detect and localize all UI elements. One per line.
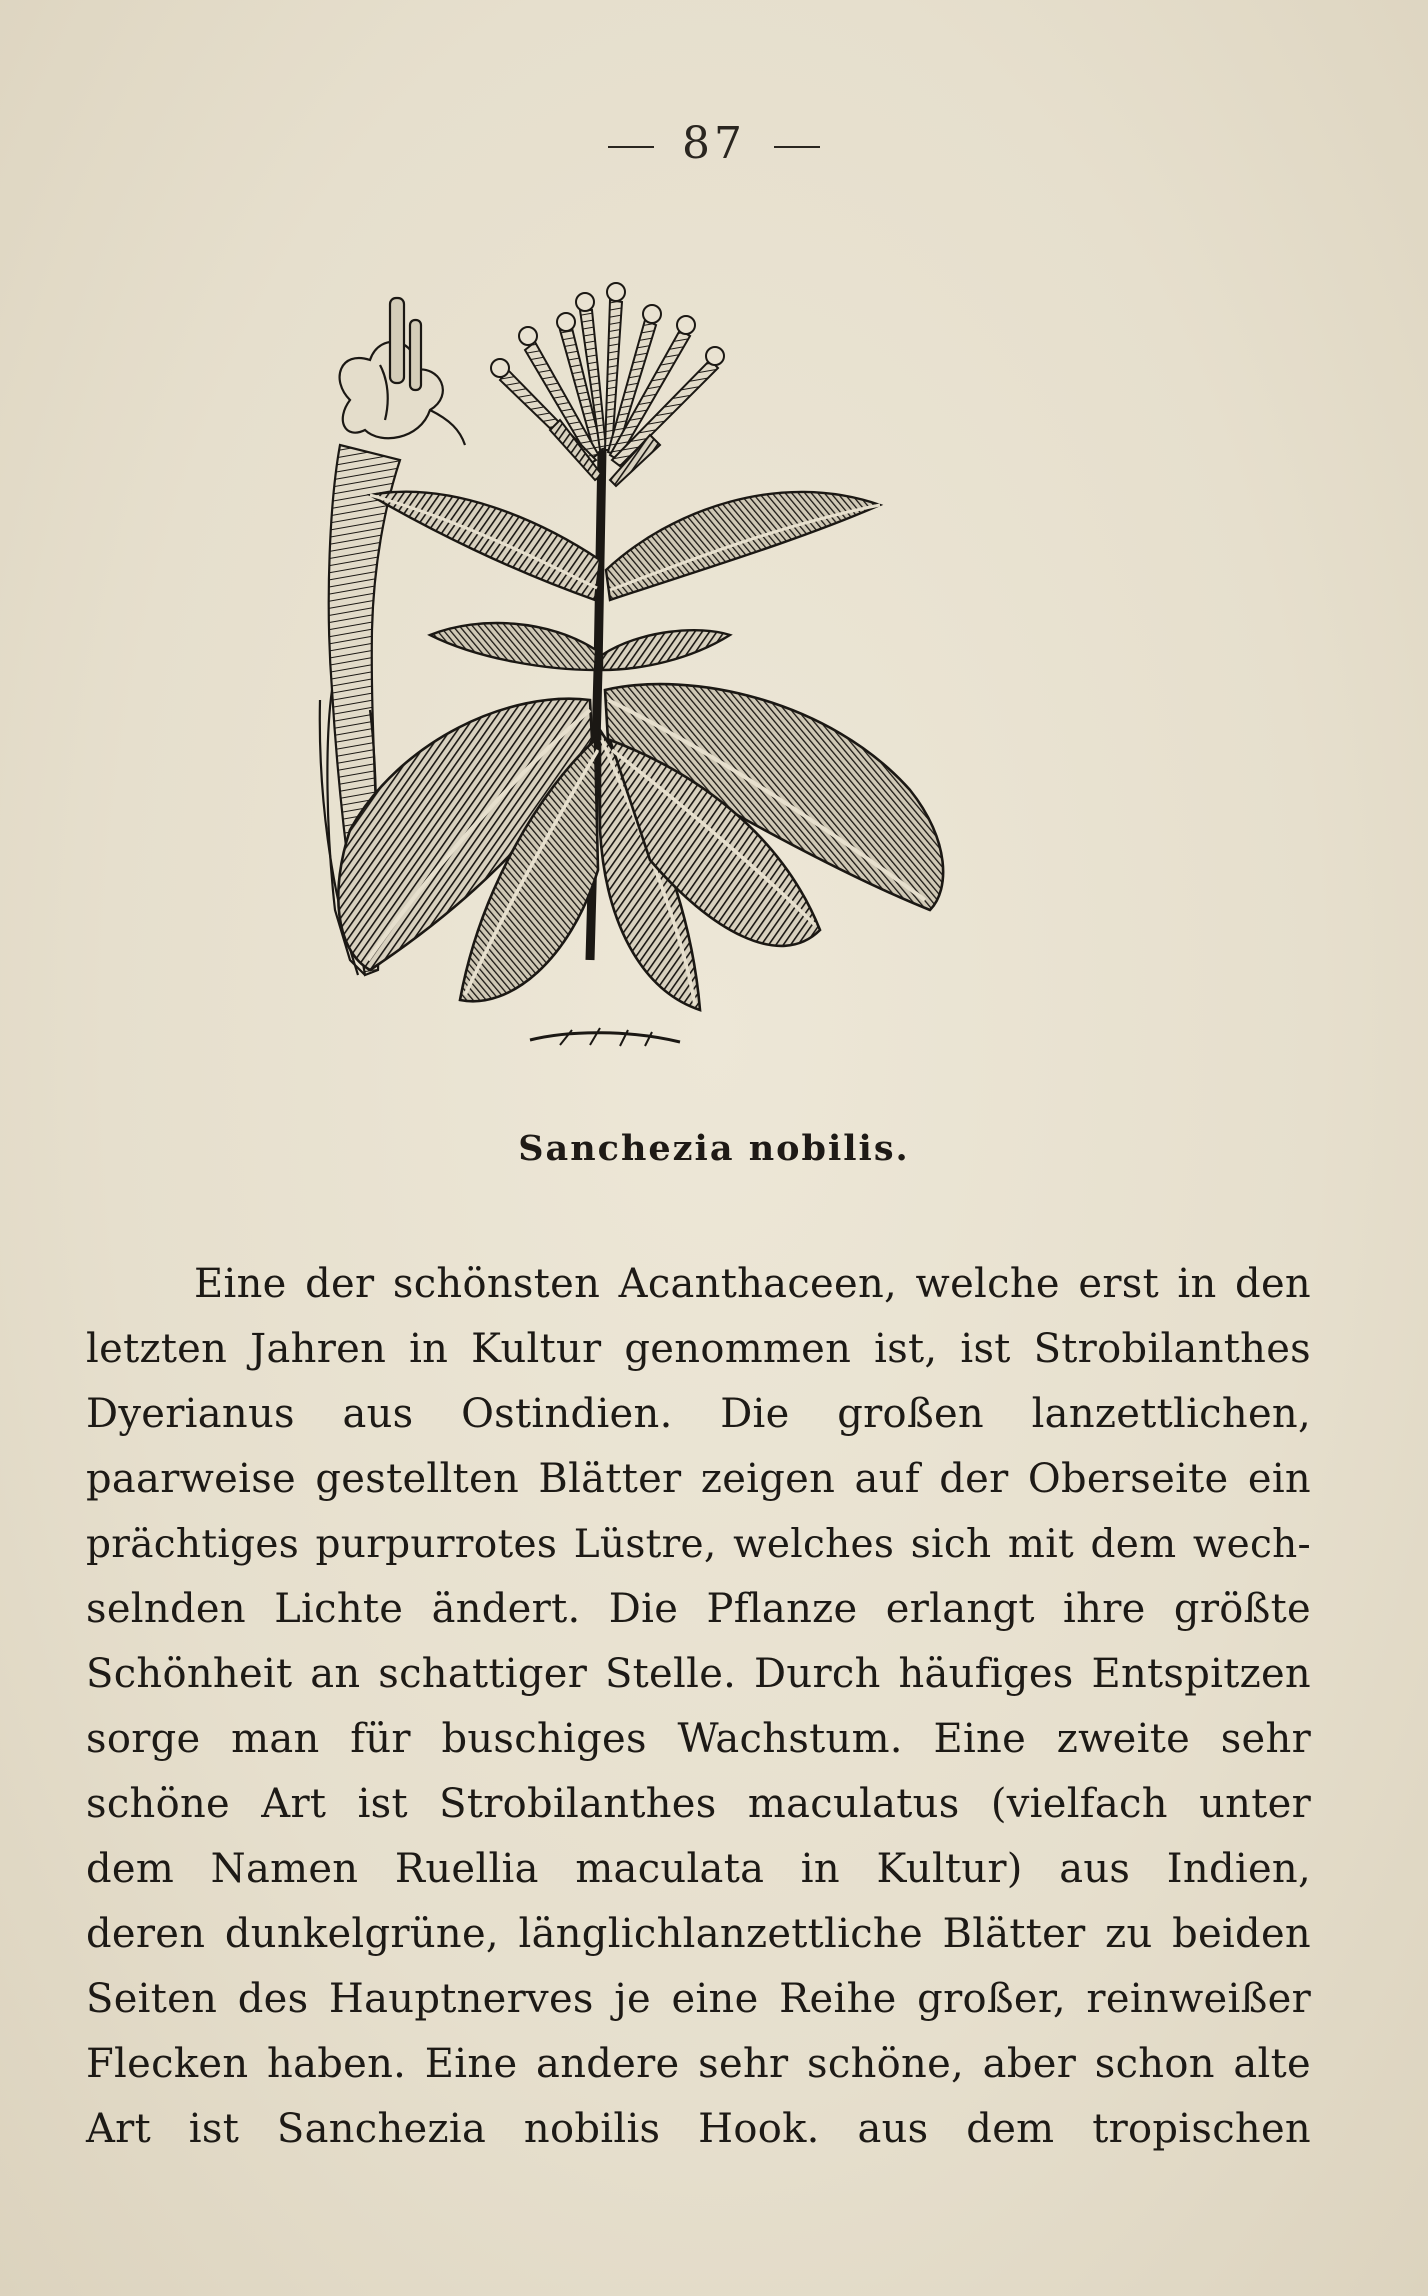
dash-left [608, 146, 654, 148]
upper-leaves [370, 492, 880, 670]
text-line: selnden Lichte ändert. Die Pflanze erlangt ihre größte [86, 1586, 1311, 1632]
text-line: Eine der schönsten Acanthaceen, welche erst in den [194, 1261, 1311, 1307]
plant-illustration [310, 270, 1110, 1100]
figure-caption: Sanchezia nobilis. [518, 1128, 910, 1169]
text-line: Dyerianus aus Ostindien. Die großen lanzettlichen, [86, 1391, 1311, 1437]
text-line: Schönheit an schattiger Stelle. Durch häufiges Entspitzen [86, 1651, 1311, 1697]
text-line: prächtiges purpurrotes Lüstre, welches sich mit dem wech- [86, 1522, 1311, 1567]
flower-cluster [491, 283, 724, 486]
text-line: sorge man für buschiges Wachstum. Eine zweite sehr [86, 1716, 1311, 1762]
text-line: Art ist Sanchezia nobilis Hook. aus dem tropischen [86, 2106, 1311, 2152]
text-line: Seiten des Hauptnerves je eine Reihe großer, reinweißer [86, 1976, 1311, 2022]
text-line: dem Namen Ruellia maculata in Kultur) aus Indien, [86, 1846, 1311, 1892]
lower-leaves [338, 684, 943, 1010]
ground [530, 1033, 680, 1042]
page-number [0, 118, 1428, 169]
text-line: Flecken haben. Eine andere sehr schöne, aber schon alte [86, 2041, 1311, 2087]
body-text [86, 1252, 1311, 2162]
dash-right [774, 146, 820, 148]
text-line: letzten Jahren in Kultur genommen ist, ist Strobilanthes [86, 1326, 1311, 1372]
text-line: deren dunkelgrüne, länglichlanzettliche Blätter zu beiden [86, 1911, 1311, 1957]
text-line: paarweise gestellten Blätter zeigen auf der Oberseite ein [86, 1456, 1311, 1502]
page-number-value: 87 [682, 118, 746, 169]
text-line: schöne Art ist Strobilanthes maculatus (vielfach unter [86, 1781, 1311, 1827]
